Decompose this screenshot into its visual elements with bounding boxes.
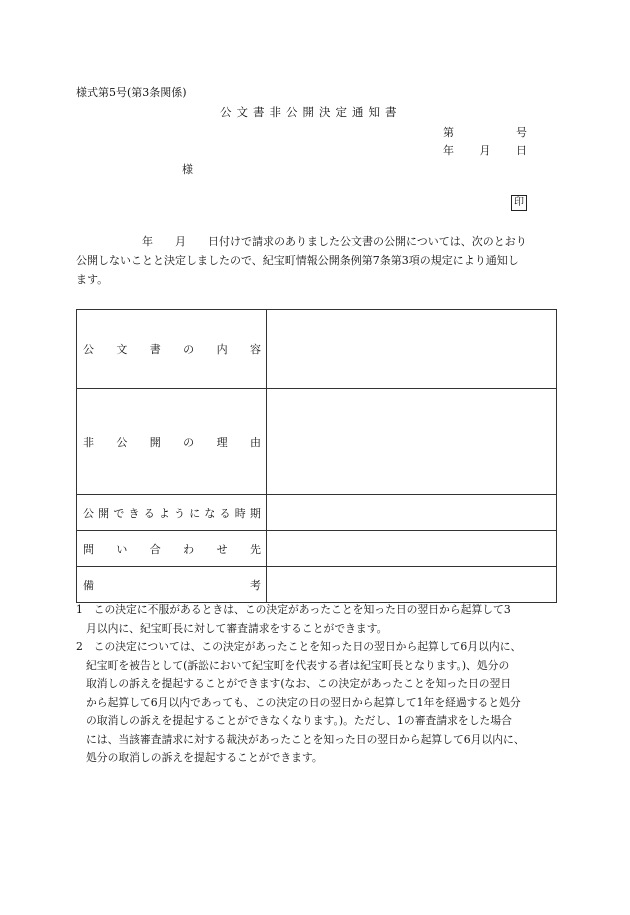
- note-line: 2 この決定については、この決定があったことを知った日の翌日から起算して6月以内に、: [76, 640, 522, 653]
- row-label-remarks: [77, 567, 267, 603]
- label-char: の: [183, 435, 195, 449]
- label-char: 開: [98, 506, 110, 520]
- label-char: る: [219, 506, 231, 520]
- label-char: 時: [234, 506, 246, 520]
- note-line: には、当該審査請求に対する裁決があったことを知った日の翌日から起算して6月以内に、: [86, 732, 525, 746]
- label-char: 問: [83, 542, 94, 556]
- label-char: な: [204, 506, 216, 520]
- table-row: [77, 567, 557, 603]
- label-char: 公: [83, 506, 94, 520]
- table-row: [77, 389, 557, 495]
- label-char: 文: [116, 343, 128, 356]
- doc-number-prefix: 第: [443, 126, 454, 139]
- table-row: [77, 495, 557, 531]
- row-value-contact: [267, 531, 557, 567]
- notice-body: [76, 232, 550, 289]
- row-value-content: [267, 310, 557, 389]
- note-line: 月以内に、紀宝町長に対して審査請求をすることができます。: [86, 621, 388, 635]
- label-char: 容: [249, 343, 261, 356]
- label-char: 先: [249, 542, 261, 556]
- row-label-content: [77, 310, 267, 389]
- label-char: 開: [149, 435, 161, 449]
- body-line: 年 月 日付けで請求のありました公文書の公開については、次のとおり: [76, 235, 527, 248]
- addressee-suffix: 様: [182, 163, 193, 176]
- label-char: せ: [216, 542, 228, 556]
- date-month: 月: [479, 144, 491, 157]
- label-char: 非: [83, 435, 94, 449]
- label-char: に: [189, 506, 201, 520]
- label-char: 由: [249, 435, 261, 449]
- document-number: [443, 124, 527, 140]
- note-line: 取消しの訴えを提起することができます(なお、この決定があったことを知った日の翌日: [86, 677, 512, 690]
- row-label-contact: [77, 531, 267, 567]
- notes-section: [76, 601, 556, 768]
- label-char: 内: [216, 343, 228, 356]
- label-char: 備: [83, 578, 94, 592]
- row-label-reason: [77, 389, 267, 495]
- issue-date: [443, 142, 527, 158]
- label-char: 公: [116, 435, 128, 449]
- label-char: き: [128, 506, 140, 520]
- label-char: の: [183, 343, 195, 356]
- note-line: 処分の取消しの訴えを提起することができます。: [86, 751, 323, 764]
- label-char: 理: [216, 435, 228, 449]
- form-number: 様式第5号(第3条関係): [76, 86, 187, 99]
- label-char: る: [143, 506, 155, 520]
- row-value-disclosure-time: [267, 495, 557, 531]
- label-char: よ: [158, 506, 170, 520]
- label-char: い: [116, 542, 128, 556]
- note-line: 紀宝町を被告として(訴訟において紀宝町を代表する者は紀宝町長となります。)、処分の: [86, 658, 510, 672]
- note-line: 1 この決定に不服があるときは、この決定があったことを知った日の翌日から起算して3: [76, 603, 511, 616]
- row-value-remarks: [267, 567, 557, 603]
- seal-mark: 印: [511, 195, 527, 211]
- label-char: 公: [83, 343, 94, 356]
- document-title: 公文書非公開決定通知書: [220, 105, 402, 119]
- doc-number-suffix: 号: [516, 126, 527, 139]
- label-char: う: [174, 506, 186, 520]
- row-label-disclosure-time: [77, 495, 267, 531]
- label-char: で: [113, 506, 125, 520]
- label-char: 書: [149, 343, 161, 356]
- label-char: 考: [250, 578, 261, 592]
- note-line: の取消しの訴えを提起することができなくなります。)。ただし、1の審査請求をした場合: [86, 714, 512, 727]
- table-row: [77, 310, 557, 389]
- date-year: 年: [443, 144, 454, 157]
- row-value-reason: [267, 389, 557, 495]
- label-char: 期: [249, 506, 261, 520]
- note-line: から起算して6月以内であっても、この決定の日の翌日から起算して1年を経過すると処分: [86, 695, 521, 709]
- table-row: [77, 531, 557, 567]
- body-line: 公開しないことと決定しましたので、紀宝町情報公開条例第7条第3項の規定により通知し: [76, 254, 519, 267]
- info-table: [76, 309, 557, 603]
- label-char: わ: [183, 542, 195, 556]
- date-day: 日: [516, 144, 527, 157]
- label-char: 合: [149, 542, 161, 556]
- body-line: ます。: [76, 273, 109, 286]
